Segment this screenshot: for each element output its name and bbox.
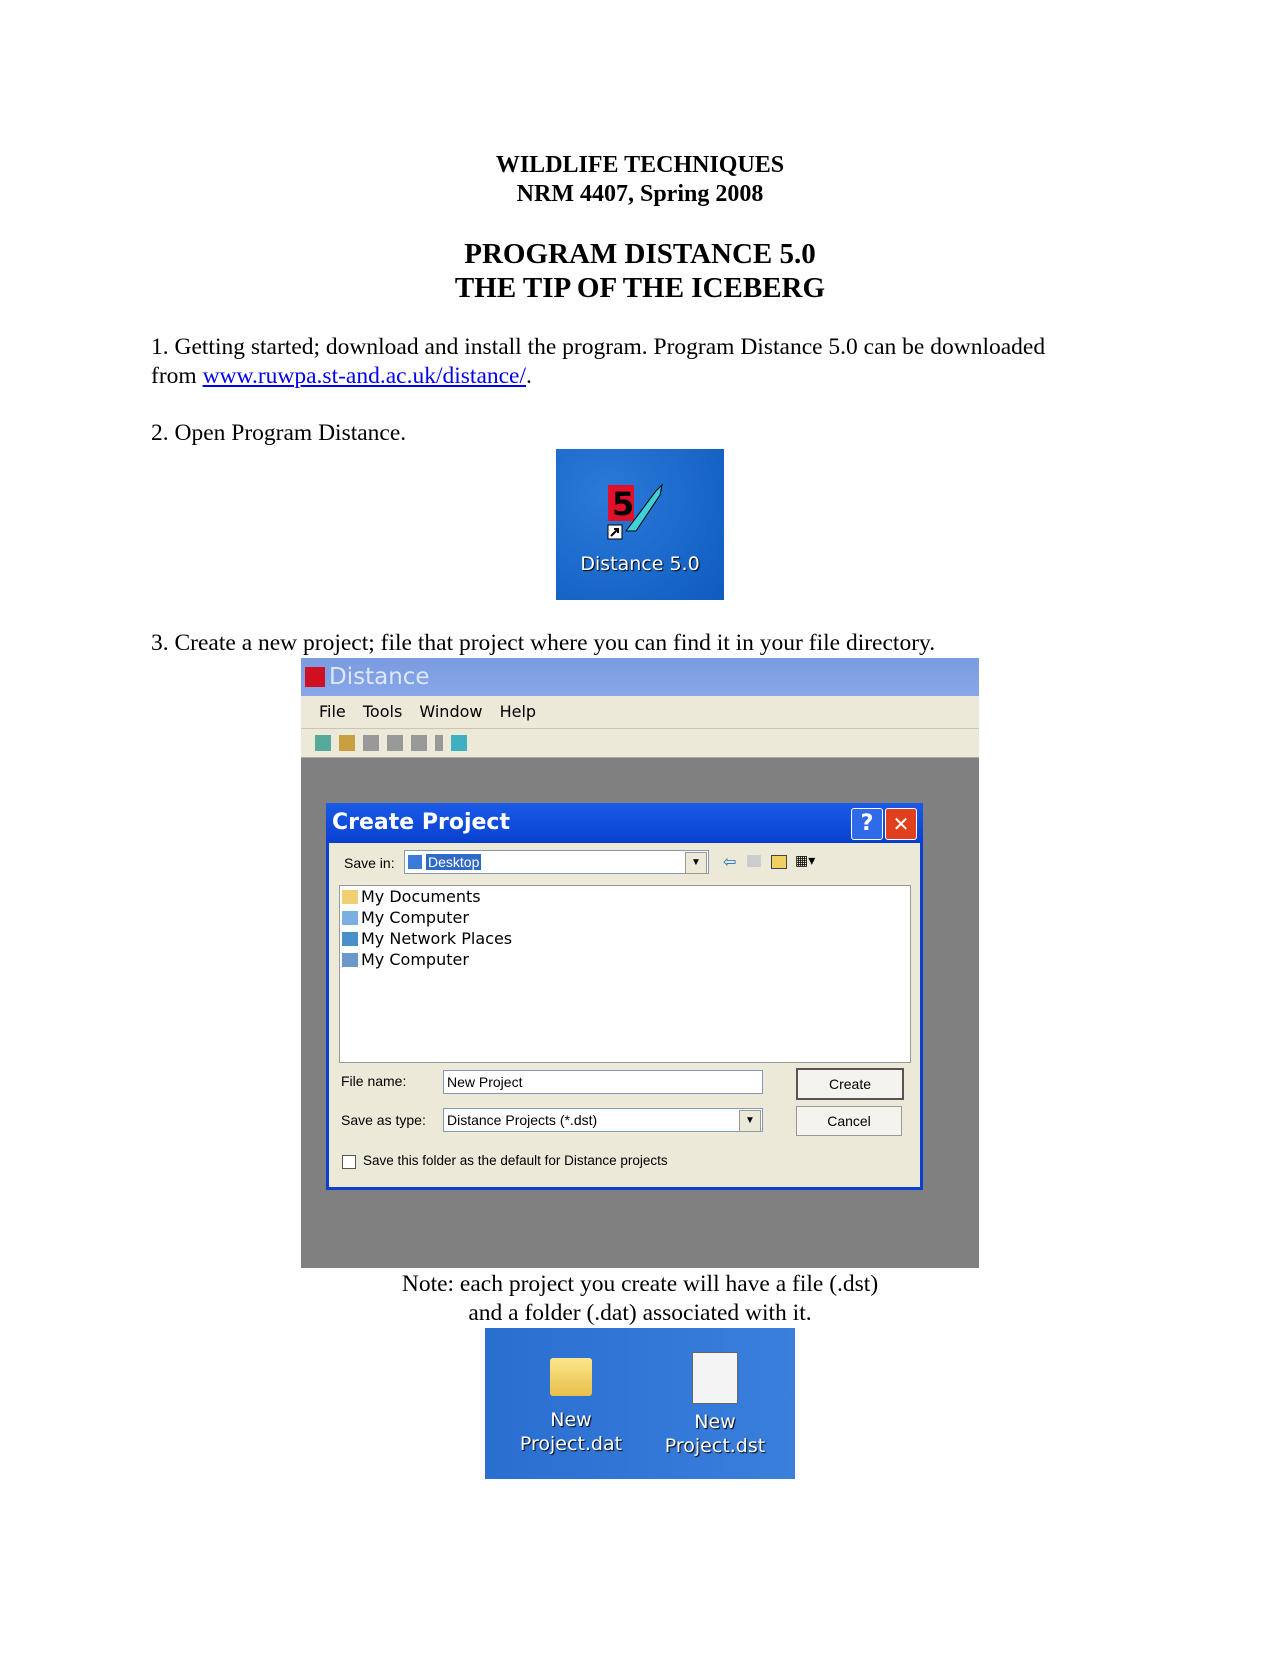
default-folder-checkbox[interactable] xyxy=(342,1155,356,1169)
folder-icon xyxy=(342,890,358,904)
computer-icon xyxy=(342,911,358,925)
desktop-icon xyxy=(408,855,422,869)
doc-title-line2: THE TIP OF THE ICEBERG xyxy=(454,272,826,304)
step-1-link-line xyxy=(151,363,532,390)
toolbar xyxy=(301,729,979,758)
menu-help[interactable]: Help xyxy=(499,702,537,721)
dialog-title: Create Project xyxy=(332,810,510,835)
desktop-icon-label: Distance 5.0 xyxy=(580,553,700,575)
menu-file[interactable]: File xyxy=(319,702,346,721)
checkbox-label: Save this folder as the default for Distance projects xyxy=(363,1153,668,1168)
file-name-label: File name: xyxy=(341,1073,407,1089)
folder-icon xyxy=(550,1358,592,1396)
distance-download-link[interactable]: www.ruwpa.st-and.ac.uk/distance/ xyxy=(202,363,527,389)
project-files-desktop xyxy=(485,1328,795,1479)
menu-bar xyxy=(301,696,979,729)
svg-text:5: 5 xyxy=(612,485,635,523)
file-label: New Project.dat xyxy=(519,1409,623,1455)
back-icon[interactable]: ⇦ xyxy=(723,854,737,871)
period: . xyxy=(526,363,532,389)
new-folder-icon[interactable] xyxy=(771,855,787,869)
distance-app-window xyxy=(301,658,979,1268)
data-icon[interactable] xyxy=(387,735,403,751)
help-button[interactable]: ? xyxy=(851,808,883,840)
project-folder-item[interactable] xyxy=(511,1358,631,1456)
doc-icon[interactable] xyxy=(435,735,443,751)
list-item[interactable] xyxy=(340,886,910,907)
course-title: WILDLIFE TECHNIQUES xyxy=(495,152,785,178)
up-folder-icon[interactable] xyxy=(747,855,761,867)
list-item[interactable] xyxy=(340,949,910,970)
distance-desktop-icon[interactable] xyxy=(556,449,724,600)
chevron-down-icon[interactable]: ▼ xyxy=(685,852,707,874)
doc-title-line1: PROGRAM DISTANCE 5.0 xyxy=(464,238,816,270)
item-label: My Computer xyxy=(361,950,469,969)
step-3-text: 3. Create a new project; file that project where you can find it in your file directory. xyxy=(151,630,936,656)
new-project-icon[interactable] xyxy=(315,735,331,751)
file-list xyxy=(339,885,911,1063)
list-item[interactable] xyxy=(340,907,910,928)
grid-icon[interactable] xyxy=(411,735,427,751)
note-line2: and a folder (.dat) associated with it. xyxy=(468,1300,812,1326)
file-name-input[interactable]: New Project xyxy=(443,1070,763,1094)
step-2-text: 2. Open Program Distance. xyxy=(151,420,407,446)
list-item[interactable] xyxy=(340,928,910,949)
item-label: My Documents xyxy=(361,887,481,906)
help-icon[interactable] xyxy=(451,735,467,751)
distance-app-icon xyxy=(606,481,670,541)
item-label: My Network Places xyxy=(361,929,513,948)
menu-window[interactable]: Window xyxy=(419,702,483,721)
save-type-select[interactable] xyxy=(443,1108,763,1132)
save-icon[interactable] xyxy=(363,735,379,751)
network-icon xyxy=(342,932,358,946)
save-in-label: Save in: xyxy=(344,855,395,871)
cancel-button[interactable]: Cancel xyxy=(796,1106,902,1136)
create-project-dialog xyxy=(326,803,923,1190)
save-type-value: Distance Projects (*.dst) xyxy=(447,1112,598,1128)
dialog-title-bar xyxy=(326,803,923,843)
computer-icon xyxy=(342,953,358,967)
menu-tools[interactable]: Tools xyxy=(362,702,403,721)
chevron-down-icon[interactable]: ▼ xyxy=(739,1110,761,1132)
view-menu-icon[interactable]: ▦▾ xyxy=(795,852,816,868)
save-in-select[interactable] xyxy=(404,850,709,874)
app-logo-icon xyxy=(305,667,325,687)
step-1-from: from xyxy=(151,363,203,389)
project-file-item[interactable] xyxy=(655,1352,775,1458)
create-button[interactable]: Create xyxy=(796,1068,904,1100)
save-in-value: Desktop xyxy=(428,854,480,870)
app-title-bar xyxy=(301,658,979,696)
app-title: Distance xyxy=(329,664,430,690)
course-code: NRM 4407, Spring 2008 xyxy=(516,181,764,207)
close-button[interactable]: ✕ xyxy=(885,808,917,840)
file-label: New Project.dst xyxy=(664,1411,766,1457)
step-1-text: 1. Getting started; download and install the program. Program Distance 5.0 can be downloaded xyxy=(151,334,1046,360)
distance-file-icon xyxy=(692,1352,738,1404)
save-type-label: Save as type: xyxy=(341,1112,426,1128)
note-line1: Note: each project you create will have a file (.dst) xyxy=(401,1271,879,1297)
item-label: My Computer xyxy=(361,908,469,927)
open-project-icon[interactable] xyxy=(339,735,355,751)
